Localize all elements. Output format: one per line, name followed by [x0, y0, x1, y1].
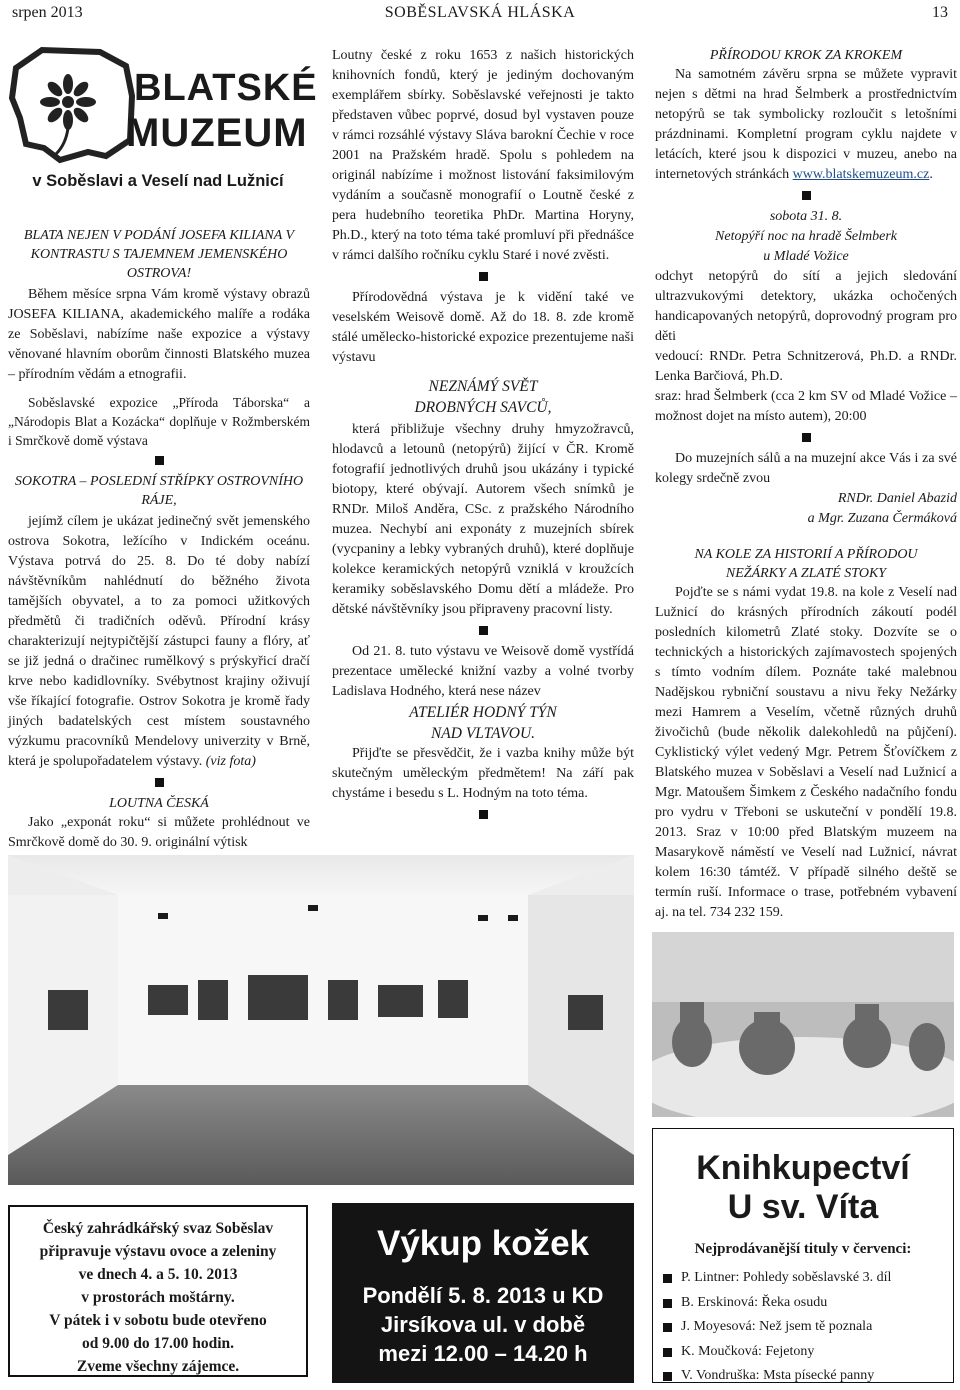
- bullet-square-icon: [663, 1348, 672, 1357]
- list-item: [661, 1291, 953, 1316]
- separator-square: [479, 272, 488, 281]
- separator-square: [802, 433, 811, 442]
- article-priroda-heading: PŘÍRODOU KROK ZA KROKEM: [709, 48, 903, 63]
- fur-purchase-ad: [332, 1203, 634, 1383]
- article-atelier-text: Přijďte se přesvědčit, že i vazba knihy může být skutečným uměleckým předmětem! Na září pak chystáme i besedu s L. Hodným na toto téma.: [332, 746, 634, 801]
- separator-square: [155, 456, 164, 465]
- event-meeting: sraz: hrad Šelmberk (cca 2 km SV od Mladé Vožice – možnost dojet na místo autem), 20:00: [655, 389, 957, 424]
- article-hodny-text: Od 21. 8. tuto výstavu ve Weisově domě vystřídá prezentace umělecké knižní vazby a volné tvorby Ladislava Hodného, která nese název: [332, 644, 634, 699]
- article-sokotra-heading: SOKOTRA – POSLEDNÍ STŘÍPKY OSTROVNÍHO RÁJE,: [14, 474, 304, 508]
- list-item: [661, 1364, 953, 1389]
- list-item: [661, 1340, 953, 1365]
- book-title: J. Moyesová: Než jsem tě poznala: [681, 1319, 873, 1334]
- garden-exhibition-ad: [8, 1205, 308, 1377]
- ad1-line-4: v prostorách moštárny.: [81, 1289, 235, 1306]
- bestseller-list: [661, 1266, 953, 1389]
- ad1-line-1: Český zahrádkářský svaz Soběslav: [42, 1220, 274, 1237]
- bullet-square-icon: [663, 1372, 672, 1381]
- article-kilian-text: Během měsíce srpna Vám kromě výstavy obrazů JOSEFA KILIANA, akademického malíře a rodáka ze Soběslavi, nabízíme naše expozice a výstavy věnované hlavním oborům činnosti Blatského muzea – přírodním vědám a etnografii.: [8, 287, 310, 382]
- signature-1: RNDr. Daniel Abazid: [837, 491, 957, 506]
- article-loutna-continued: Loutny české z roku 1653 z našich historických knihovních fondů, který je jediným dochovaným exemplářem sbírky. Soběslavské veřejnosti je takto představen vůbec poprvé, dosud byl vystaven pouze v rámci rozsáhlé výstavy Sláva barokní Čechie v roce 2001 na Pražském hradě. Spolu s pohledem na originál nabízíme i možnost listování faksimilovým vydáním a současně monografií o Loutně české z pera hudebního teoretika PhDr. Martina Horyny, Ph.D., který na toto téma také promluví při přednášce v rámci dalšího ročníku cyklu Staré i nové zvěsti.: [332, 48, 634, 263]
- bookstore-name-1: Knihkupectví: [696, 1149, 910, 1187]
- photo-reference: (viz fota): [205, 754, 256, 769]
- list-item: [661, 1315, 953, 1340]
- article-kolo-text: Pojďte se s námi vydat 19.8. na kole z Veselí nad Lužnicí do krásných přírodních zákoutí podél posledních kilometrů Zlaté stoky. Dozvíte se o technických a historických zajímavostech spojených s tímto vodním dílem. Poznáte také malebnou Nadějskou rybniční soustavu a nivu řeky Nežárky mezi Hamrem a Veselím, včetně různých druhů živočichů (bude několik dalekohledů na půjčení). Cyklistický výlet vedený Mgr. Petrem Šťovíčkem z Blatského muzea v Soběslavi a Veselí nad Lužnicí a Mgr. Matoušem Šimkem z Českého nadačního fondu pro vydru v Třeboni se uskuteční v pondělí 19.8. 2013. Sraz v 10:00 před Blatským muzeem na Masarykově náměstí ve Veselí nad Lužnicí, návrat kolem 16:30 támtéž. V případě silného deště se termín ruší. Informace o trase, potřebném vybavení aj. na tel. 734 232 159.: [655, 585, 957, 920]
- bestsellers-heading: Nejprodávanější tituly v červenci:: [694, 1241, 912, 1257]
- separator-square: [479, 626, 488, 635]
- event-location: u Mladé Vožice: [763, 249, 849, 264]
- column-left: [8, 226, 310, 853]
- ad2-line-2: Jirsíkova ul. v době: [380, 1312, 586, 1337]
- museum-website-link[interactable]: www.blatskemuzeum.cz: [792, 167, 930, 182]
- ad1-line-6: od 9.00 do 17.00 hodin.: [81, 1335, 235, 1352]
- link-tail: .: [929, 167, 933, 182]
- ad2-title: Výkup kožek: [376, 1224, 590, 1263]
- article-sokotra-text: [8, 512, 310, 772]
- bookstore-ad: [652, 1128, 954, 1383]
- article-priroda-body: Na samotném závěru srpna se můžete vypravit nejen s dětmi na hrad Šelmberk a prostřednictvím netopýrů se tak symbolicky rozloučit s letošními prázdninami. Kompletní program cyklu najdete v letácích, které jsou k dispozici v muzeu, anebo na internetových stránkách: [655, 67, 957, 182]
- book-title: K. Moučková: Fejetony: [681, 1343, 815, 1359]
- event-title: Netopýří noc na hradě Šelmberk: [715, 229, 897, 244]
- book-title: P. Lintner: Pohledy soběslavské 3. díl: [681, 1270, 892, 1285]
- bullet-square-icon: [663, 1299, 672, 1308]
- article-priroda-text: [655, 65, 957, 185]
- book-title: B. Erskinová: Řeka osudu: [681, 1294, 828, 1310]
- column-middle: [332, 46, 634, 826]
- article-savci-heading: NEZNÁMÝ SVĚT DROBNÝCH SAVCŮ,: [414, 378, 552, 416]
- event-description: odchyt netopýrů do sítí a jejich sledování ultrazvukovými detektory, ukázka ochočených handicapovaných netopýrů, doprovodný program pro děti: [655, 269, 957, 344]
- article-weis-text: Přírodovědná výstava je k vidění také ve veselském Weisově domě. Až do 18. 8. zde kromě stálé umělecko-historické expozice prezentujeme naši výstavu: [332, 290, 634, 365]
- pottery-photo: [652, 932, 954, 1117]
- book-title: V. Vondruška: Msta písecké panny: [681, 1368, 875, 1383]
- article-loutna-heading: LOUTNA ČESKÁ: [109, 796, 209, 811]
- ad2-details: [332, 1281, 634, 1368]
- ad1-line-2: připravuje výstavu ovoce a zeleniny: [39, 1243, 277, 1260]
- article-sokotra-body: jejímž cílem je ukázat jedinečný svět jemenského ostrova Sokotra, ležícího v Indickém oceánu. Výstava potrvá do 25. 8. Do té doby nabízí návštěvníkům nahlédnutí do běžného života tamějších obyvatel, a to za pomoci užitkových předmětů či tradičních oděvů. Přírodní krásy charakterizují nejtypičtější zástupci fauny a flóry, ať se již jedná o dračinec rumělkový s prýskyřicí dračí krve nebo kadidlovníky. Svébytnost krajiny oživují vše říkající fotografie. Ostrov Sokotra je kromě řady jiných badatelských cest místem soustavného výzkumu pracovníků Mendelovy univerzity v Brně, která je spolupořadatelem výstavy.: [8, 514, 310, 769]
- invitation-text: Do muzejních sálů a na muzejní akce Vás i za své kolegy srdečně zvou: [655, 451, 957, 486]
- ad1-line-5: V pátek i v sobotu bude otevřeno: [49, 1312, 267, 1329]
- article-loutna-text: Jako „exponát roku“ si můžete prohlédnout ve Smrčkově domě do 30. 9. originální výtisk: [8, 815, 310, 850]
- logo-line-3: v Soběslavi a Veselí nad Lužnicí: [32, 172, 284, 190]
- bullet-square-icon: [663, 1323, 672, 1332]
- bookstore-name-2: U sv. Víta: [727, 1188, 879, 1226]
- separator-square: [479, 810, 488, 819]
- logo-line-1: BLATSKÉ: [134, 67, 318, 109]
- column-right: [655, 46, 957, 923]
- ad2-line-3: mezi 12.00 – 14.20 h: [378, 1341, 588, 1366]
- article-kolo-heading: NA KOLE ZA HISTORIÍ A PŘÍRODOU NEŽÁRKY A ZLATÉ STOKY: [694, 547, 918, 581]
- separator-square: [802, 191, 811, 200]
- article-expo-text: [8, 393, 310, 450]
- issue-date: srpen 2013: [12, 4, 83, 21]
- signature-2: a Mgr. Zuzana Čermáková: [807, 511, 957, 526]
- museum-logo: [8, 44, 318, 208]
- ad1-line-7: Zveme všechny zájemce.: [76, 1358, 240, 1375]
- event-leaders: vedoucí: RNDr. Petra Schnitzerová, Ph.D. a RNDr. Lenka Barčiová, Ph.D.: [655, 349, 957, 384]
- newspaper-title: SOBĚSLAVSKÁ HLÁSKA: [384, 4, 576, 21]
- page-number: 13: [932, 4, 948, 21]
- bullet-square-icon: [663, 1274, 672, 1283]
- ad2-line-1: Pondělí 5. 8. 2013 u KD: [362, 1283, 604, 1308]
- event-date: sobota 31. 8.: [769, 209, 843, 224]
- separator-square: [155, 778, 164, 787]
- gallery-photo: [8, 855, 634, 1185]
- article-kilian-heading: BLATA NEJEN V PODÁNÍ JOSEFA KILIANA V KONTRASTU S TAJEMNEM JEMENSKÉHO OSTROVA!: [23, 228, 295, 281]
- ad1-line-3: ve dnech 4. a 5. 10. 2013: [78, 1266, 238, 1283]
- logo-line-2: MUZEUM: [126, 111, 308, 155]
- article-atelier-heading: ATELIÉR HODNÝ TÝN NAD VLTAVOU.: [409, 704, 557, 742]
- page-header: [12, 4, 948, 26]
- article-savci-text: která přibližuje všechny druhy hmyzožravců, hlodavců a letounů (netopýrů) žijící v ČR. Kromě fotografií jednotlivých druhů jsou ukázány i typické biotopy, které obývají. Autorem všech snímků je RNDr. Miloš Anděra, CSc. z pražského Národního muzea. Nechybí ani exponáty z muzejních sbírek (vycpaniny a lebky vybraných druhů), které doplňuje kolekce keramických netopýrů vzniklá v kroužcích keramiky soběslavského Domu dětí a mládeže. Pro dětské návštěvníky jsou připraveny pracovní listy.: [332, 422, 634, 617]
- article-expo-text-body: Soběslavské expozice „Příroda Táborska“ a „Národopis Blat a Kozácka“ doplňuje v Rožmberském i Smrčkově domě výstava: [8, 395, 310, 448]
- list-item: [661, 1266, 953, 1291]
